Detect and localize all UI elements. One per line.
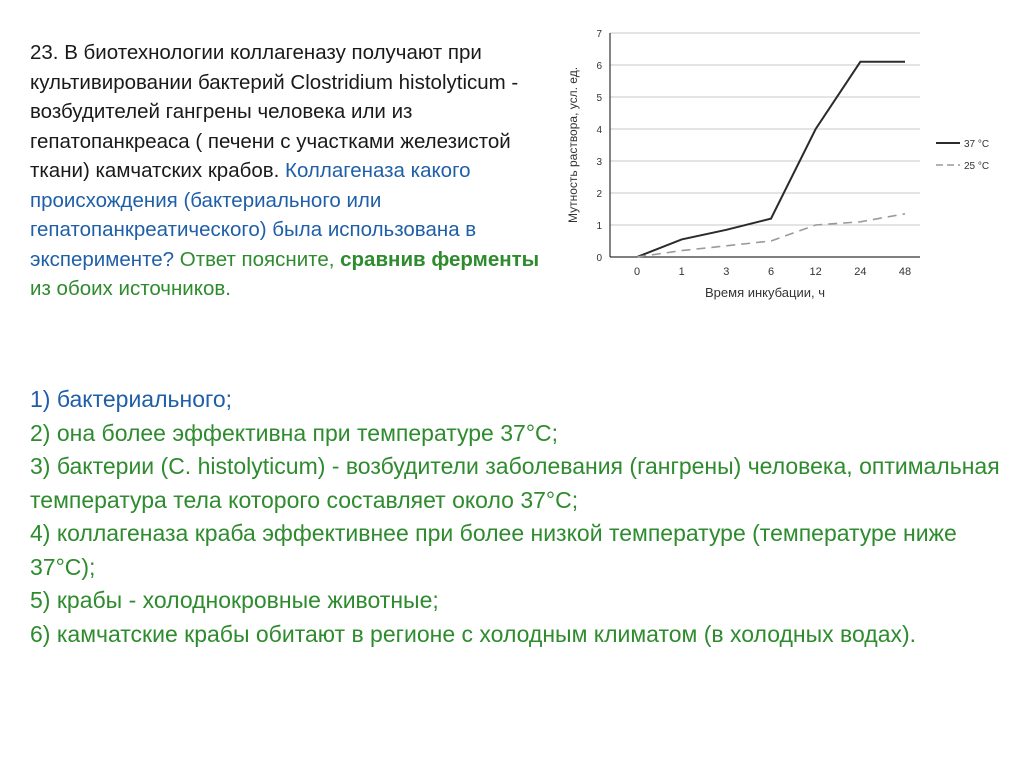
legend-label: 37 °C xyxy=(964,139,990,150)
y-tick-label: 4 xyxy=(596,125,602,136)
y-tick-label: 1 xyxy=(596,221,602,232)
answer-line-1: 1) бактериального; xyxy=(30,386,233,412)
answer-line-6: 6) камчатские крабы обитают в регионе с холодным климатом (в холодных водах). xyxy=(30,620,917,647)
y-tick-label: 3 xyxy=(596,157,602,168)
y-axis-label: Мутность раствора, усл. ед. xyxy=(566,66,580,224)
question-intro: 23. В биотехнологии коллагеназу получают при культивировании бактерий Clostridium histolyticum - возбудителей гангрены человека или из гепатопанкреаса ( печени с участками железистой ткани) камчатских крабов. xyxy=(30,41,519,182)
y-tick-label: 7 xyxy=(596,29,602,40)
question-instruction: Ответ поясните, сравнив ферменты из обоих источников. xyxy=(30,247,540,300)
answer-line-2: 2) она более эффективна при температуре 37°С; xyxy=(30,419,559,446)
question-bold: сравнив ферменты xyxy=(334,247,540,271)
x-axis-label: Время инкубации, ч xyxy=(705,285,825,300)
x-tick-label: 12 xyxy=(809,266,822,278)
answer-line-3: 3) бактерии (С. histolyticum) - возбудители заболевания (гангрены) человека, оптимальная температура тела которого составляет около 37°С; xyxy=(30,453,1000,513)
x-tick-label: 24 xyxy=(854,266,867,278)
y-tick-label: 0 xyxy=(596,253,602,264)
legend-label: 25 °C xyxy=(964,161,990,172)
answer-line-4: 4) коллагеназа краба эффективнее при более низкой температуре (температуре ниже 37°С); xyxy=(30,520,957,580)
y-tick-label: 5 xyxy=(596,93,602,104)
x-tick-label: 3 xyxy=(723,266,730,278)
answer-list xyxy=(30,383,1005,651)
x-tick-label: 48 xyxy=(898,266,912,278)
answer-line-5: 5) крабы - холоднокровные животные; xyxy=(30,587,439,613)
series-line-2 xyxy=(637,214,905,257)
question-text xyxy=(30,38,555,304)
question-ask: Коллагеназа какого происхождения (бактериального или гепатопанкреатического) была использована в эксперименте? xyxy=(30,159,477,271)
x-tick-label: 0 xyxy=(633,266,641,278)
y-tick-label: 6 xyxy=(596,61,602,72)
series-line-1 xyxy=(637,62,905,257)
y-tick-label: 2 xyxy=(596,189,602,200)
turbidity-chart xyxy=(560,20,1010,305)
x-tick-label: 1 xyxy=(678,266,685,278)
x-tick-label: 6 xyxy=(767,266,775,278)
